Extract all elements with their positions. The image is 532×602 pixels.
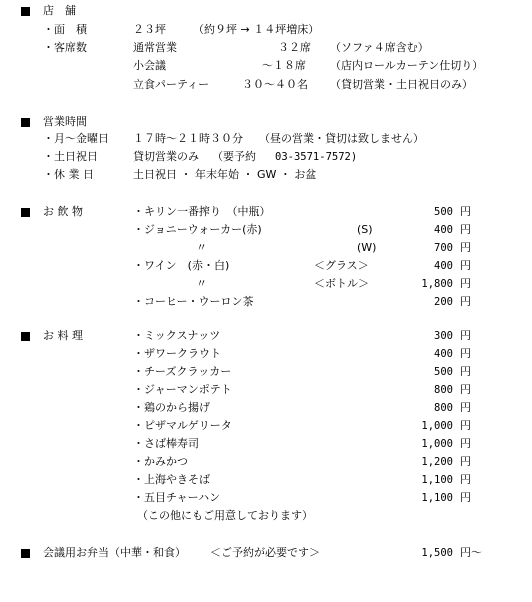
food-name: ・ミックスナッツ [133, 329, 221, 342]
drink-price: 200 [434, 296, 453, 308]
section-bullet [21, 118, 30, 127]
food-unit: 円 [460, 347, 471, 360]
drink-size: (W) [357, 241, 377, 254]
seats-row-count: ３０～４０名 [242, 78, 308, 91]
food-unit: 円 [460, 455, 471, 468]
food-price: 1,200 [421, 456, 453, 468]
food-price: 400 [434, 348, 453, 360]
food-name: ・チーズクラッカー [133, 365, 232, 378]
weekday-label: ・月～金曜日 [43, 132, 109, 145]
seats-row-name: 小会議 [133, 59, 166, 72]
food-unit: 円 [460, 329, 471, 342]
drink-name: ・ジョニーウォーカー(赤) [133, 223, 262, 236]
food-unit: 円 [460, 491, 471, 504]
section-title-food: お 料 理 [43, 329, 83, 342]
food-price: 1,100 [421, 474, 453, 486]
drink-price: 1,800 [421, 278, 453, 290]
section-bullet [21, 332, 30, 341]
drink-size: ＜ボトル＞ [314, 277, 369, 290]
food-name: ・ジャーマンポテト [133, 383, 232, 396]
drink-name: 〃 [196, 241, 207, 254]
food-name: ・かみかつ [133, 455, 188, 468]
food-unit: 円 [460, 365, 471, 378]
drink-size: ＜グラス＞ [314, 259, 369, 272]
bento-unit: 円～ [460, 546, 482, 559]
section-title-hours: 営業時間 [43, 115, 87, 128]
drink-unit: 円 [460, 241, 471, 254]
drink-price: 500 [434, 206, 453, 218]
drink-price: 700 [434, 242, 453, 254]
closed-label: ・休 業 日 [43, 168, 94, 181]
food-price: 500 [434, 366, 453, 378]
food-price: 300 [434, 330, 453, 342]
drink-unit: 円 [460, 277, 471, 290]
food-price: 1,000 [421, 438, 453, 450]
weekend-phone: 03-3571-7572) [275, 151, 358, 163]
drink-unit: 円 [460, 205, 471, 218]
drink-unit: 円 [460, 223, 471, 236]
food-unit: 円 [460, 401, 471, 414]
area-note: （約９坪 → １４坪増床） [193, 23, 320, 36]
section-title-bento: 会議用お弁当（中華・和食） [43, 546, 186, 559]
drink-name: ・ワイン (赤・白) [133, 259, 230, 272]
closed-value: 土日祝日 ・ 年末年始 ・ GW ・ お盆 [133, 168, 317, 181]
food-name: ・ピザマルゲリータ [133, 419, 232, 432]
seats-row-name: 通常営業 [133, 41, 177, 54]
drink-name: 〃 [196, 277, 207, 290]
weekend-value: 貸切営業のみ [133, 150, 199, 163]
weekday-note: （昼の営業・貸切は致しません） [259, 132, 424, 145]
section-bullet [21, 7, 30, 16]
food-price: 800 [434, 402, 453, 414]
seats-row-count: ３２席 [278, 41, 311, 54]
weekend-note: （要予約 [212, 150, 256, 163]
food-unit: 円 [460, 383, 471, 396]
drink-price: 400 [434, 224, 453, 236]
drink-unit: 円 [460, 295, 471, 308]
section-title-shop: 店 舗 [43, 4, 76, 17]
food-name: ・鶏のから揚げ [133, 401, 210, 414]
food-name: ・五目チャーハン [133, 491, 221, 504]
food-price: 1,100 [421, 492, 453, 504]
section-bullet [21, 549, 30, 558]
food-price: 800 [434, 384, 453, 396]
drink-unit: 円 [460, 259, 471, 272]
seats-row-note: （店内ロールカーテン仕切り） [330, 59, 484, 72]
food-name: ・さば棒寿司 [133, 437, 199, 450]
drink-name: ・コーヒー・ウーロン茶 [133, 295, 254, 308]
food-note: （この他にもご用意しております） [137, 509, 313, 522]
bento-price: 1,500 [421, 547, 453, 559]
weekend-label: ・土日祝日 [43, 150, 98, 163]
seats-row-name: 立食パーティー [133, 78, 210, 91]
food-name: ・上海やきそば [133, 473, 210, 486]
seats-label: ・客席数 [43, 41, 87, 54]
area-value: ２３坪 [133, 23, 166, 36]
seats-row-count: ～１８席 [262, 59, 306, 72]
drink-size: (S) [357, 223, 373, 236]
section-bullet [21, 208, 30, 217]
bento-note: ＜ご予約が必要です＞ [210, 546, 320, 559]
seats-row-note: （ソファ４席含む） [330, 41, 429, 54]
section-title-drinks: お 飲 物 [43, 205, 83, 218]
drink-name: ・キリン一番搾り （中瓶） [133, 205, 271, 218]
food-price: 1,000 [421, 420, 453, 432]
food-unit: 円 [460, 437, 471, 450]
area-label: ・面 積 [43, 23, 87, 36]
seats-row-note: （貸切営業・土日祝日のみ） [330, 78, 473, 91]
food-unit: 円 [460, 473, 471, 486]
food-unit: 円 [460, 419, 471, 432]
weekday-value: １７時～２１時３０分 [133, 132, 243, 145]
food-name: ・ザワークラウト [133, 347, 221, 360]
drink-price: 400 [434, 260, 453, 272]
